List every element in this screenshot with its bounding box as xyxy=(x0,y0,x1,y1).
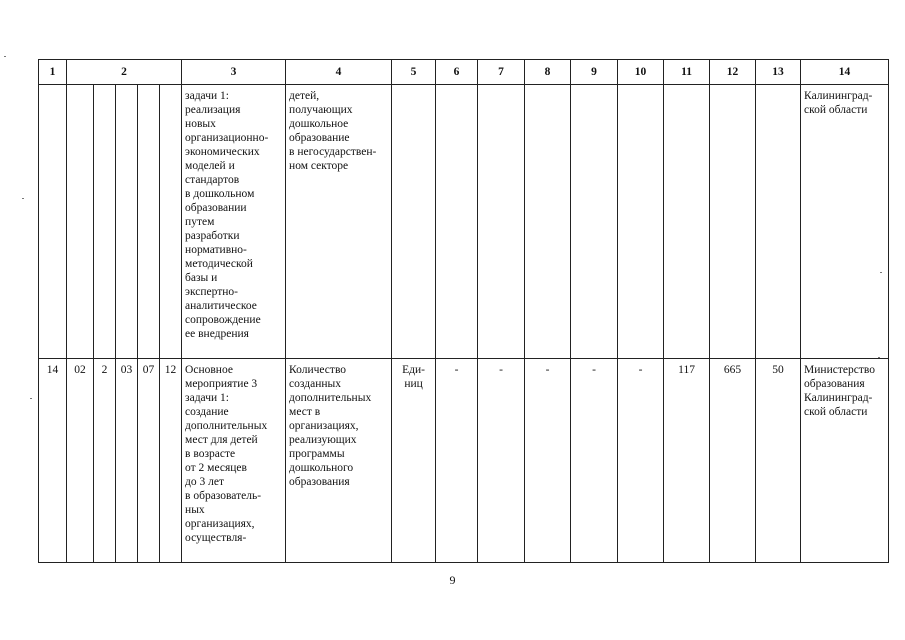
value-cell: - xyxy=(618,359,664,563)
text-line: в дошкольном xyxy=(185,188,255,200)
text-line: Основное xyxy=(185,364,233,376)
text-line: ных xyxy=(185,504,205,516)
scan-speck xyxy=(30,398,32,399)
text-line: экспертно- xyxy=(185,286,239,298)
value-cell xyxy=(571,85,618,359)
text-line: до 3 лет xyxy=(185,476,225,488)
code-cell xyxy=(116,85,138,359)
text-line: ниц xyxy=(404,378,423,390)
text-line: образовании xyxy=(185,202,247,214)
value-cell: - xyxy=(436,359,478,563)
text-line: ном секторе xyxy=(289,160,349,172)
header-cell: 9 xyxy=(571,60,618,85)
header-cell: 8 xyxy=(525,60,571,85)
value-cell: - xyxy=(525,359,571,563)
text-line: Еди- xyxy=(402,364,425,376)
text-line: Количество xyxy=(289,364,347,376)
event-description-cell xyxy=(182,85,286,359)
header-cell: 2 xyxy=(67,60,182,85)
value-cell: 50 xyxy=(756,359,801,563)
code-cell xyxy=(138,85,160,359)
text-line: в возрасте xyxy=(185,448,236,460)
text-line: дополнительных xyxy=(289,392,372,404)
indicator-cell xyxy=(286,359,392,563)
text-line: мест для детей xyxy=(185,434,258,446)
text-line: организационно- xyxy=(185,132,269,144)
text-line: экономических xyxy=(185,146,260,158)
table-row xyxy=(39,359,889,563)
header-cell: 1 xyxy=(39,60,67,85)
code-cell: 12 xyxy=(160,359,182,563)
text-line: Министерство xyxy=(804,364,875,376)
header-cell: 5 xyxy=(392,60,436,85)
code-cell: 14 xyxy=(39,359,67,563)
indicator-cell xyxy=(286,85,392,359)
value-cell: - xyxy=(571,359,618,563)
value-cell: 117 xyxy=(664,359,710,563)
text-line: дополнительных xyxy=(185,420,268,432)
header-cell: 12 xyxy=(710,60,756,85)
text-line: ее внедрения xyxy=(185,328,249,340)
unit-cell xyxy=(392,85,436,359)
event-description-cell xyxy=(182,359,286,563)
header-cell: 4 xyxy=(286,60,392,85)
text-line: организациях, xyxy=(289,420,359,432)
scan-speck xyxy=(4,56,6,57)
text-line: реализующих xyxy=(289,434,357,446)
header-cell: 10 xyxy=(618,60,664,85)
text-line: моделей и xyxy=(185,160,235,172)
text-line: созданных xyxy=(289,378,341,390)
text-line: задачи 1: xyxy=(185,90,229,102)
text-line: в образователь- xyxy=(185,490,262,502)
text-line: разработки xyxy=(185,230,240,242)
value-cell xyxy=(618,85,664,359)
text-line: ской области xyxy=(804,406,868,418)
text-line: дошкольное xyxy=(289,118,349,130)
text-line: аналитическое xyxy=(185,300,257,312)
code-cell: 2 xyxy=(94,359,116,563)
page-number: 9 xyxy=(449,573,456,587)
text-line: ской области xyxy=(804,104,868,116)
text-line: детей, xyxy=(289,90,320,102)
text-line: создание xyxy=(185,406,229,418)
code-cell xyxy=(67,85,94,359)
executor-cell xyxy=(801,85,889,359)
header-cell: 14 xyxy=(801,60,889,85)
value-cell xyxy=(756,85,801,359)
text-line: образования xyxy=(804,378,865,390)
code-cell xyxy=(94,85,116,359)
header-cell: 6 xyxy=(436,60,478,85)
header-cell: 3 xyxy=(182,60,286,85)
header-cell: 11 xyxy=(664,60,710,85)
value-cell xyxy=(525,85,571,359)
text-line: новых xyxy=(185,118,216,130)
scan-speck xyxy=(22,198,24,199)
value-cell: - xyxy=(478,359,525,563)
text-line: задачи 1: xyxy=(185,392,229,404)
unit-cell xyxy=(392,359,436,563)
table-row xyxy=(39,85,889,359)
text-line: от 2 месяцев xyxy=(185,462,247,474)
executor-cell xyxy=(801,359,889,563)
text-line: мероприятие 3 xyxy=(185,378,258,390)
code-cell: 07 xyxy=(138,359,160,563)
header-row xyxy=(39,60,889,85)
text-line: методической xyxy=(185,258,253,270)
value-cell xyxy=(478,85,525,359)
text-line: организациях, xyxy=(185,518,255,530)
text-line: программы xyxy=(289,448,345,460)
value-cell xyxy=(710,85,756,359)
text-line: Калининград- xyxy=(804,392,873,404)
text-line: нормативно- xyxy=(185,244,247,256)
text-line: мест в xyxy=(289,406,321,418)
code-cell: 02 xyxy=(67,359,94,563)
code-cell: 03 xyxy=(116,359,138,563)
text-line: дошкольного xyxy=(289,462,354,474)
text-line: реализация xyxy=(185,104,241,116)
text-line: базы и xyxy=(185,272,218,284)
text-line: сопровождение xyxy=(185,314,261,326)
value-cell xyxy=(664,85,710,359)
value-cell: 665 xyxy=(710,359,756,563)
code-cell xyxy=(39,85,67,359)
header-cell: 7 xyxy=(478,60,525,85)
value-cell xyxy=(436,85,478,359)
text-line: Калининград- xyxy=(804,90,873,102)
text-line: в негосударствен- xyxy=(289,146,377,158)
text-line: получающих xyxy=(289,104,353,116)
code-cell xyxy=(160,85,182,359)
text-line: образование xyxy=(289,132,350,144)
text-line: путем xyxy=(185,216,215,228)
text-line: осуществля- xyxy=(185,532,247,544)
program-table xyxy=(38,59,889,563)
header-cell: 13 xyxy=(756,60,801,85)
text-line: образования xyxy=(289,476,350,488)
text-line: стандартов xyxy=(185,174,240,186)
